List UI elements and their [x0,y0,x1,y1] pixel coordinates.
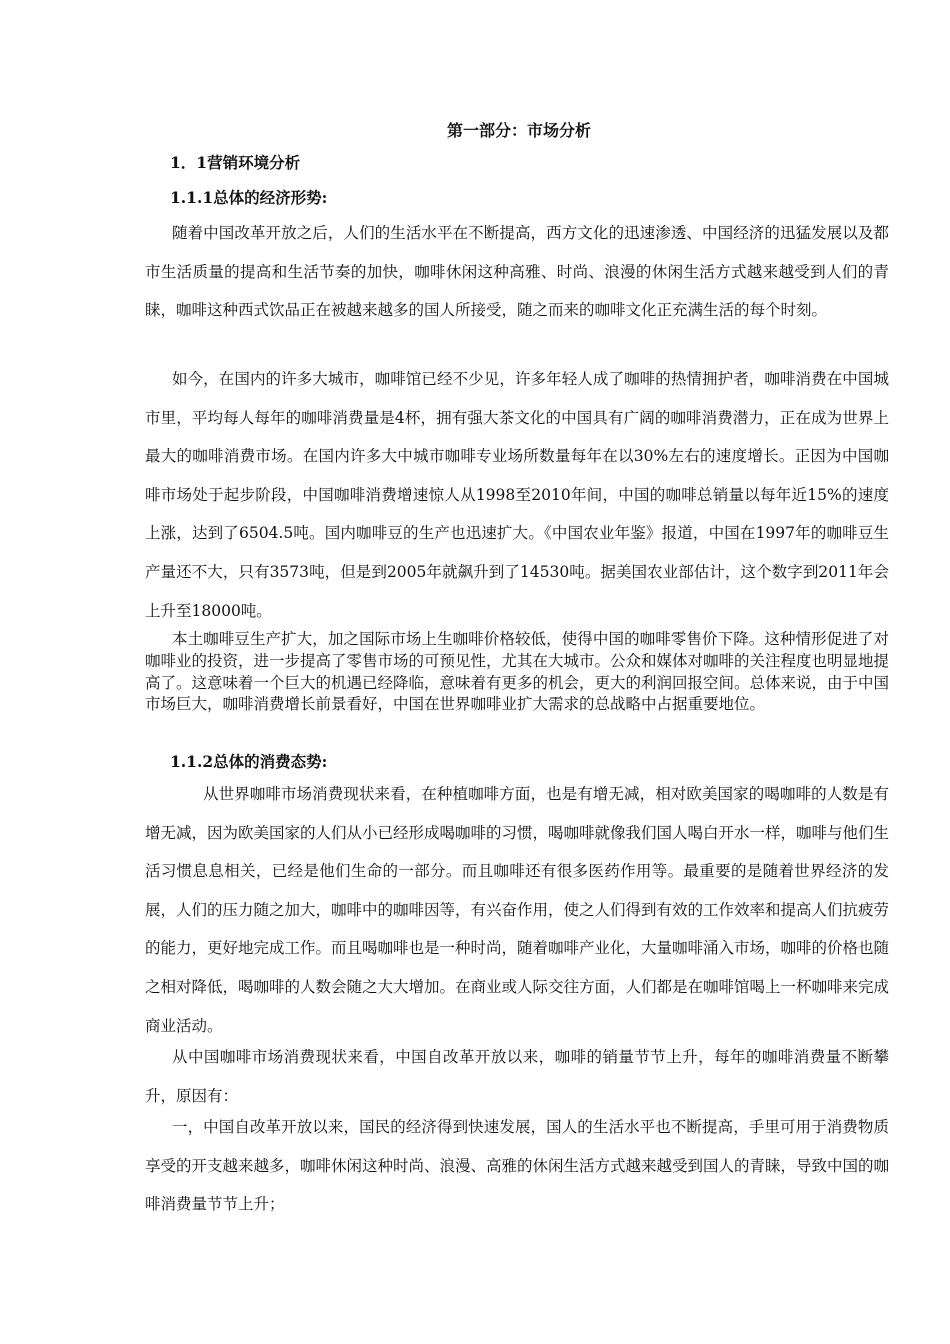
section-heading-1-1: 1．1营销环境分析 [170,153,301,172]
paragraph-economic-2: 如今，在国内的许多大城市，咖啡馆已经不少见，许多年轻人成了咖啡的热情拥护者，咖啡消费在中国城市里，平均每人每年的咖啡消费量是4杯，拥有强大茶文化的中国具有广阔的咖啡消费潜力，正在成为世界上最大的咖啡消费市场。在国内许多大中城市咖啡专业场所数量每年在以30%左右的速度增长。正因为中国咖啡市场处于起步阶段，中国咖啡消费增速惊人从1998至2010年间，中国的咖啡总销量以每年近15%的速度上涨，达到了6504.5吨。国内咖啡豆的生产也迅速扩大。《中国农业年鉴》报道，中国在1997年的咖啡豆生产量还不大，只有3573吨，但是到2005年就飙升到了14530吨。据美国农业部估计，这个数字到2011年会上升至18000吨。 [145,370,889,620]
paragraph-consumption-3: 一，中国自改革开放以来，国民的经济得到快速发展，国人的生活水平也不断提高，手里可用于消费物质享受的开支越来越多，咖啡休闲这种时尚、浪漫、高雅的休闲生活方式越来越受到国人的青睐，导致中国的咖啡消费量节节上升； [145,1118,890,1214]
paragraph-consumption-1: 从世界咖啡市场消费现状来看，在种植咖啡方面，也是有增无减，相对欧美国家的喝咖啡的人数是有增无减，因为欧美国家的人们从小已经形成喝咖啡的习惯，喝咖啡就像我们国人喝白开水一样，咖啡与他们生活习惯息息相关，已经是他们生命的一部分。而且咖啡还有很多医药作用等。最重要的是随着世界经济的发展，人们的压力随之加大，咖啡中的咖啡因等，有兴奋作用，使之人们得到有效的工作效率和提高人们抗疲劳的能力，更好地完成工作。而且喝咖啡也是一种时尚，随着咖啡产业化，大量咖啡涌入市场，咖啡的价格也随之相对降低，喝咖啡的人数会随之大大增加。在商业或人际交往方面，人们都是在咖啡馆喝上一杯咖啡来完成商业活动。 [145,785,890,1035]
section-heading-1-1-1: 1.1.1总体的经济形势: [170,188,328,207]
page-title: 第一部分：市场分析 [446,121,591,140]
paragraph-economic-1: 随着中国改革开放之后，人们的生活水平在不断提高，西方文化的迅速渗透、中国经济的迅猛发展以及都市生活质量的提高和生活节奏的加快，咖啡休闲这种高雅、时尚、浪漫的休闲生活方式越来越受到人们的青睐，咖啡这种西式饮品正在被越来越多的国人所接受，随之而来的咖啡文化正充满生活的每个时刻。 [145,224,889,320]
paragraph-consumption-2: 从中国咖啡市场消费现状来看，中国自改革开放以来，咖啡的销量节节上升，每年的咖啡消费量不断攀升，原因有： [145,1048,889,1105]
paragraph-economic-3: 本土咖啡豆生产扩大，加之国际市场上生咖啡价格较低，使得中国的咖啡零售价下降。这种情形促进了对咖啡业的投资，进一步提高了零售市场的可预见性，尤其在大城市。公众和媒体对咖啡的关注程度也明显地提高了。这意味着一个巨大的机遇已经降临，意味着有更多的机会，更大的利润回报空间。总体来说，由于中国市场巨大，咖啡消费增长前景看好，中国在世界咖啡业扩大需求的总战略中占据重要地位。 [145,630,890,714]
section-heading-1-1-2: 1.1.2总体的消费态势: [170,752,328,771]
